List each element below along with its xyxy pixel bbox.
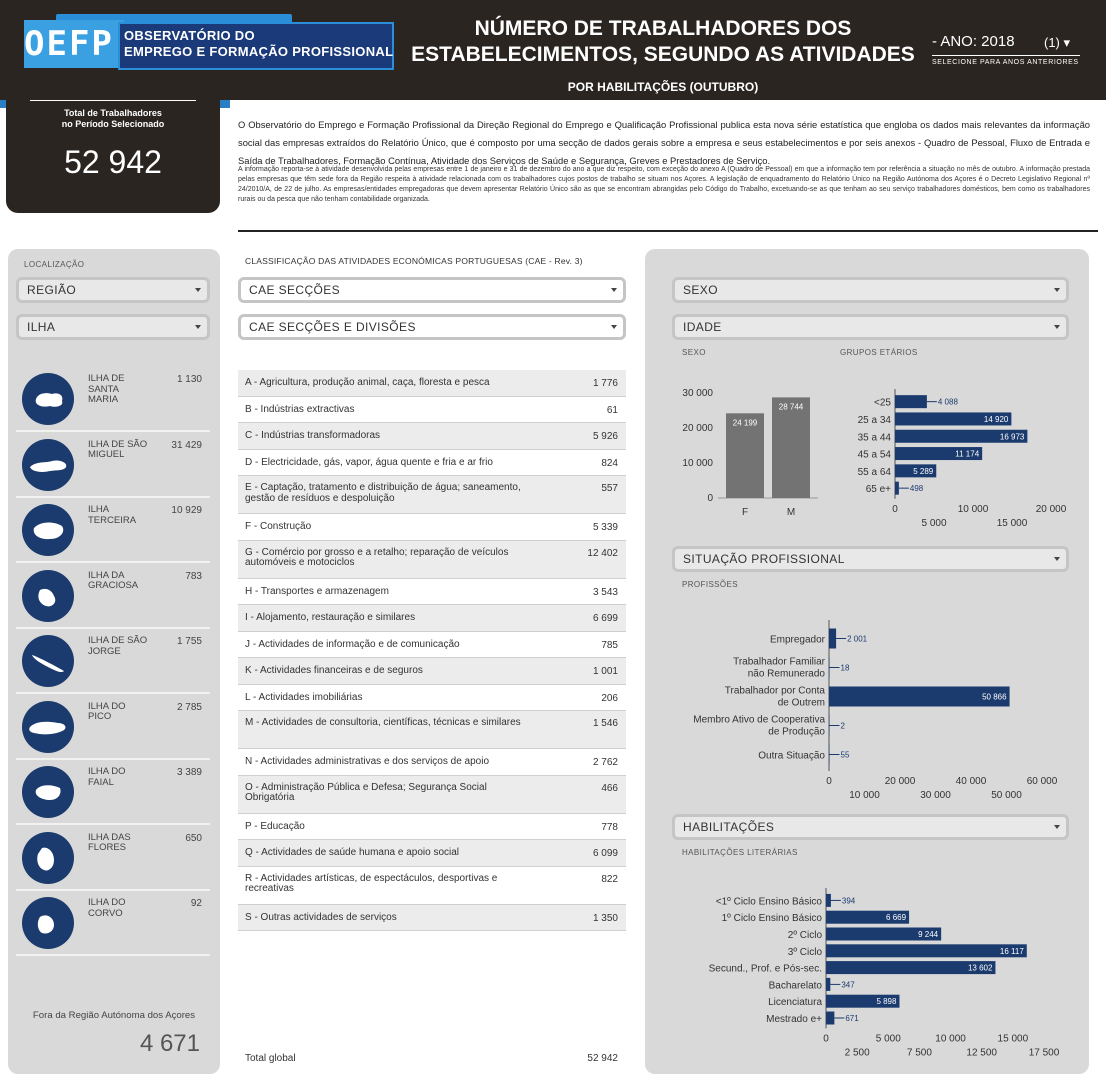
chevron-down-icon — [195, 325, 201, 329]
island-value: 1 755 — [176, 636, 202, 647]
island-value: 1 130 — [176, 374, 202, 385]
chevron-down-icon — [1054, 557, 1060, 561]
professions-bar-chart — [652, 620, 1072, 810]
cae-row-value: 1 350 — [592, 912, 618, 924]
cae-row-value: 61 — [606, 404, 618, 416]
intro-footnote: A informação reporta-se à atividade desenvolvida pelas empresas entre 1 de janeiro e 31 de dezembro do ano a que diz respeito, com exceção do anexo A (Quadro de Pessoal) em que a informação tem por referência a situação no mês de outubro. A informação prestada pelas empresas que têm sede fora da Região respeita à atividade relacionada com os trabalhadores cujos postos de trabalho se situam nos Açores. A legislação de enquadramento do Relatório Único na Região Autónoma dos Açores é o Decreto Legislativo Regional nº 24/2010/A, de 22 de julho. As empresas/entidades empregadoras que devem apresentar Relatório Único são as que se encontram abrangidas pelo Código do Trabalho, excetuando-se as que tenham ao seu serviço trabalhadores domésticos, bem como os trabalhadores rurais ou da pesca que não tenham contabilidade organizada. — [238, 166, 1090, 203]
year-selector-underline — [932, 55, 1080, 56]
cae-row-label: P - Educação — [245, 820, 305, 832]
page-title — [400, 16, 926, 68]
x-tick-label: 0 — [892, 503, 898, 515]
bar — [826, 944, 1027, 957]
island-value: 650 — [185, 832, 202, 844]
data-label: 24 199 — [732, 418, 758, 428]
island-shape — [38, 588, 55, 606]
data-label: 2 001 — [847, 634, 868, 644]
bar — [826, 1012, 834, 1025]
island-item[interactable] — [16, 630, 210, 694]
y-tick-label: 45 a 54 — [857, 449, 891, 461]
island-name: ILHA DO PICO — [88, 700, 126, 722]
cae-row-label: H - Transportes e armazenagem — [245, 585, 389, 597]
page-title-line1: NÚMERO DE TRABALHADORES DOS — [474, 17, 852, 40]
year-selector-dropdown[interactable]: (1) ▾ — [1044, 35, 1071, 50]
y-tick-label: Trabalhador por Conta — [724, 685, 825, 697]
cae-row-value: 778 — [601, 821, 618, 833]
y-tick-label: 3º Ciclo — [787, 946, 822, 958]
cae-row-value: 6 099 — [592, 848, 618, 859]
cae-row-value: 822 — [601, 873, 618, 885]
y-tick-label: 30 000 — [682, 388, 713, 399]
total-card-divider — [30, 100, 196, 101]
y-tick-label: Bacharelato — [768, 980, 822, 992]
situation-filter[interactable] — [672, 546, 1069, 572]
island-item[interactable] — [16, 892, 210, 956]
y-tick-label-cont: de Outrem — [777, 697, 825, 709]
qualifications-filter[interactable] — [672, 814, 1069, 840]
x-tick-label: M — [786, 507, 796, 518]
island-item[interactable] — [16, 827, 210, 891]
x-tick-label: 20 000 — [884, 776, 916, 787]
logo-text-line1: OBSERVATÓRIO DO — [124, 28, 255, 43]
logo-letters: OEFP — [24, 24, 114, 64]
cae-row-label: F - Construção — [245, 521, 312, 532]
island-shape — [30, 460, 66, 471]
y-tick-label: 10 000 — [682, 458, 713, 469]
data-label: 5 898 — [876, 997, 897, 1007]
graciosa-island-icon — [22, 570, 74, 622]
x-tick-label: 20 000 — [1035, 503, 1067, 515]
region-filter[interactable] — [16, 277, 210, 303]
cae-row[interactable] — [238, 685, 626, 712]
cae-row-label: D - Electricidade, gás, vapor, água quente e fria e ar frio — [245, 456, 493, 468]
intro-paragraph: O Observatório do Emprego e Formação Profissional da Direção Regional do Emprego e Qualificação Profissional publica esta nova série estatística que engloba os dados mais relevantes da informação social das empresas extraídos do Relatório Único, que é composto por uma secção de dados gerais sobre a empresa e seus estabelecimentos e por seis anexos - Quadro de Pessoal, Fluxo de Entrada e Saída de Trabalhadores, Formação Contínua, Atividade dos Serviços de Saúde e Segurança, Greves e Prestadores de Serviço. — [238, 119, 1090, 166]
island-value: 10 929 — [171, 505, 202, 516]
professions-chart-title: PROFISSÕES — [682, 580, 739, 589]
cae-row-value: 466 — [601, 782, 618, 794]
x-tick-label: 15 000 — [997, 1033, 1029, 1045]
cae-row[interactable] — [238, 370, 626, 397]
x-tick-label: 5 000 — [875, 1033, 901, 1045]
cae-total-value: 52 942 — [587, 1053, 618, 1064]
cae-row-value: 557 — [601, 483, 618, 494]
total-card-label-line1: Total de Trabalhadores — [64, 108, 162, 118]
cae-row-value: 2 762 — [592, 757, 618, 768]
qualifications-bar-chart — [652, 884, 1072, 1064]
y-tick-label: Secund., Prof. e Pós-sec. — [708, 963, 822, 975]
bar — [829, 745, 830, 765]
cae-row[interactable] — [238, 476, 626, 514]
cae-row[interactable] — [238, 814, 626, 841]
total-card-label — [30, 108, 196, 130]
faial-island-icon — [22, 766, 74, 818]
data-label: 498 — [909, 484, 924, 494]
cae-row-label: E - Captação, tratamento e distribuição de água; saneamento, gestão de resíduos e despoluição — [245, 482, 521, 504]
chevron-down-icon — [195, 288, 201, 292]
y-tick-label: 1º Ciclo Ensino Básico — [721, 913, 822, 925]
cae-row[interactable] — [238, 541, 626, 579]
island-name: ILHA DA GRACIOSA — [88, 569, 139, 591]
island-shape — [29, 721, 65, 734]
x-tick-label: 0 — [823, 1033, 829, 1045]
data-label: 9 244 — [918, 930, 939, 939]
cae-row-label: K - Actividades financeiras e de seguros — [245, 665, 423, 676]
x-tick-label: 10 000 — [935, 1033, 966, 1045]
x-tick-label: 5 000 — [921, 517, 947, 529]
page-subtitle: POR HABILITAÇÕES (OUTUBRO) — [567, 80, 759, 94]
cae-row-value: 785 — [601, 639, 618, 651]
qualifications-chart-title: HABILITAÇÕES LITERÁRIAS — [682, 848, 798, 857]
cae-row[interactable] — [238, 776, 626, 814]
cae-sections-filter-label: CAE SECÇÕES — [249, 283, 341, 297]
location-section-label: LOCALIZAÇÃO — [24, 260, 85, 269]
sex-filter[interactable] — [672, 277, 1069, 303]
cae-row[interactable] — [238, 423, 626, 450]
year-selector-label[interactable]: - ANO: 2018 — [932, 33, 1015, 50]
bar — [826, 894, 831, 907]
bar — [829, 629, 836, 649]
x-tick-label: 60 000 — [1026, 776, 1058, 787]
cae-row-label: L - Actividades imobiliárias — [245, 691, 363, 703]
cae-row[interactable] — [238, 905, 626, 932]
island-shape — [37, 847, 54, 870]
cae-row[interactable] — [238, 579, 626, 606]
data-label: 394 — [841, 896, 856, 906]
y-tick-label: 2º Ciclo — [787, 930, 822, 941]
data-label: 671 — [845, 1014, 859, 1023]
bar — [772, 397, 810, 498]
x-tick-label: 7 500 — [906, 1047, 932, 1059]
bar — [829, 658, 830, 678]
outside-region-value: 4 671 — [139, 1030, 200, 1057]
data-label: 18 — [840, 663, 850, 673]
island-name: ILHA DE SÃO JORGE — [88, 635, 148, 657]
sex-bar-chart — [670, 380, 830, 520]
total-card-value: 52 942 — [64, 144, 162, 180]
data-label: 6 669 — [886, 913, 907, 923]
cae-row-label: C - Indústrias transformadoras — [245, 430, 381, 441]
x-tick-label: 10 000 — [957, 503, 989, 515]
y-tick-label: 25 a 34 — [857, 414, 891, 426]
sex-chart-title: SEXO — [682, 348, 706, 357]
pico-island-icon — [22, 701, 74, 753]
chevron-down-icon — [611, 325, 617, 329]
island-item[interactable] — [16, 434, 210, 498]
y-tick-label: 35 a 44 — [857, 432, 891, 444]
sex-filter-label: SEXO — [683, 283, 718, 297]
cae-table — [238, 370, 626, 931]
bar — [895, 395, 927, 408]
cae-row[interactable] — [238, 867, 626, 905]
data-label: 14 920 — [983, 414, 1009, 424]
santa-maria-island-icon — [22, 373, 74, 425]
bar — [826, 978, 830, 991]
cae-row-label: Q - Actividades de saúde humana e apoio social — [245, 847, 460, 858]
cae-row-value: 1 776 — [592, 378, 618, 389]
y-tick-label: Licenciatura — [768, 997, 822, 1009]
section-divider — [238, 230, 1098, 232]
age-filter[interactable] — [672, 314, 1069, 340]
island-shape — [34, 522, 64, 539]
chevron-down-icon — [1054, 288, 1060, 292]
island-shape — [36, 785, 61, 800]
data-label: 55 — [840, 750, 850, 760]
data-label: 2 — [840, 721, 845, 731]
x-tick-label: 2 500 — [844, 1047, 870, 1059]
age-bar-chart — [836, 388, 1076, 532]
cae-row[interactable] — [238, 632, 626, 659]
cae-row[interactable] — [238, 514, 626, 541]
cae-row-value: 824 — [601, 457, 618, 469]
island-shape — [36, 393, 63, 407]
y-tick-label: Mestrado e+ — [766, 1014, 822, 1025]
year-selector-hint: SELECIONE PARA ANOS ANTERIORES — [932, 59, 1079, 66]
cae-row[interactable] — [238, 711, 626, 749]
cae-row-label: S - Outras actividades de serviços — [245, 911, 397, 923]
x-tick-label: F — [741, 507, 749, 518]
data-label: 4 088 — [937, 397, 958, 407]
chevron-down-icon — [1054, 325, 1060, 329]
island-name: ILHA DO CORVO — [88, 897, 126, 919]
sao-jorge-island-icon — [22, 635, 74, 687]
age-filter-label: IDADE — [683, 320, 722, 334]
y-tick-label: 20 000 — [682, 423, 713, 434]
qualifications-filter-label: HABILITAÇÕES — [683, 820, 775, 834]
cae-row[interactable] — [238, 749, 626, 776]
y-tick-label: 55 a 64 — [857, 466, 891, 478]
cae-row-value: 5 339 — [592, 522, 618, 533]
cae-row-value: 1 546 — [592, 718, 618, 729]
x-tick-label: 40 000 — [955, 776, 987, 787]
total-card-label-line2: no Período Selecionado — [61, 119, 165, 129]
cae-row-label: N - Actividades administrativas e dos serviços de apoio — [245, 756, 490, 767]
cae-row-label: O - Administração Pública e Defesa; Segurança Social Obrigatória — [245, 781, 487, 803]
x-tick-label: 30 000 — [920, 790, 951, 801]
cae-divisions-filter[interactable] — [238, 314, 626, 340]
island-shape — [32, 655, 64, 672]
x-tick-label: 50 000 — [991, 790, 1022, 801]
y-tick-label: Trabalhador Familiar — [733, 656, 825, 668]
island-filter-label: ILHA — [27, 320, 56, 334]
terceira-island-icon — [22, 504, 74, 556]
cae-row-value: 206 — [601, 692, 618, 704]
data-label: 347 — [841, 980, 855, 990]
y-tick-label-cont: de Produção — [768, 726, 825, 738]
y-tick-label: Membro Ativo de Cooperativa — [693, 714, 825, 726]
island-value: 31 429 — [171, 439, 202, 451]
x-tick-label: 17 500 — [1028, 1047, 1060, 1059]
cae-row-label: A - Agricultura, produção animal, caça, floresta e pesca — [245, 377, 490, 388]
x-tick-label: 0 — [826, 776, 832, 787]
logo-text — [124, 28, 393, 60]
island-item[interactable] — [16, 565, 210, 629]
cae-row-label: R - Actividades artísticas, de espectáculos, desportivas e recreativas — [245, 872, 498, 894]
outside-region-label: Fora da Região Autónoma dos Açores — [32, 1010, 196, 1021]
cae-divisions-filter-label: CAE SECÇÕES E DIVISÕES — [249, 320, 416, 334]
cae-row-label: I - Alojamento, restauração e similares — [245, 612, 416, 623]
cae-row-value: 1 001 — [592, 666, 618, 677]
cae-row-value: 3 543 — [592, 586, 618, 598]
island-name: ILHA TERCEIRA — [88, 504, 137, 526]
data-label: 13 602 — [967, 963, 993, 973]
island-value: 3 389 — [176, 767, 202, 778]
data-label: 5 289 — [913, 466, 934, 476]
flores-island-icon — [22, 832, 74, 884]
cae-row-value: 6 699 — [592, 613, 618, 624]
y-tick-label: Outra Situação — [758, 750, 825, 762]
data-label: 16 973 — [999, 432, 1025, 442]
age-chart-title: GRUPOS ETÁRIOS — [840, 348, 918, 357]
y-tick-label: Empregador — [769, 634, 825, 646]
data-label: 11 174 — [955, 449, 980, 459]
island-name: ILHA DAS FLORES — [88, 831, 131, 853]
cae-row[interactable] — [238, 450, 626, 477]
cae-row[interactable] — [238, 840, 626, 867]
situation-filter-label: SITUAÇÃO PROFISSIONAL — [683, 552, 845, 566]
data-label: 16 117 — [999, 946, 1024, 956]
cae-row-value: 5 926 — [592, 431, 618, 442]
island-item[interactable] — [16, 761, 210, 825]
island-name: ILHA DE SANTA MARIA — [88, 373, 125, 405]
y-tick-label: <25 — [874, 397, 891, 409]
island-value: 92 — [190, 898, 202, 909]
cae-row-value: 12 402 — [587, 547, 618, 559]
x-tick-label: 12 500 — [966, 1047, 998, 1059]
x-tick-label: 10 000 — [849, 790, 880, 801]
bar — [829, 716, 830, 736]
chevron-down-icon — [611, 288, 617, 292]
cae-sections-filter[interactable] — [238, 277, 626, 303]
x-tick-label: 15 000 — [996, 517, 1028, 529]
cae-row[interactable] — [238, 658, 626, 685]
data-label: 28 744 — [778, 402, 804, 412]
y-tick-label: 65 e+ — [865, 484, 891, 496]
y-tick-label: 0 — [707, 493, 713, 504]
island-name: ILHA DE SÃO MIGUEL — [88, 438, 148, 460]
y-tick-label-cont: não Remunerado — [747, 668, 825, 680]
cae-row-label: J - Actividades de informação e de comunicação — [245, 638, 460, 650]
page-title-line2: ESTABELECIMENTOS, SEGUNDO AS ATIVIDADES — [411, 43, 915, 66]
island-value: 2 785 — [176, 701, 202, 713]
island-item[interactable] — [16, 696, 210, 760]
island-name: ILHA DO FAIAL — [88, 766, 126, 788]
cae-row-label: M - Actividades de consultoria, científicas, técnicas e similares — [245, 717, 521, 728]
island-value: 783 — [185, 570, 202, 582]
chevron-down-icon — [1054, 825, 1060, 829]
bar — [895, 482, 899, 495]
cae-row-label: G - Comércio por grosso e a retalho; reparação de veículos automóveis e motociclos — [245, 546, 509, 568]
logo-text-line2: EMPREGO E FORMAÇÃO PROFISSIONAL — [124, 44, 394, 59]
region-filter-label: REGIÃO — [27, 283, 77, 297]
island-filter[interactable] — [16, 314, 210, 340]
cae-row[interactable] — [238, 397, 626, 424]
cae-total-label: Total global — [245, 1053, 296, 1064]
cae-row[interactable] — [238, 605, 626, 632]
data-label: 50 866 — [982, 692, 1007, 702]
cae-row-label: B - Indústrias extractivas — [245, 403, 355, 415]
sao-miguel-island-icon — [22, 439, 74, 491]
cae-title: CLASSIFICAÇÃO DAS ATIVIDADES ECONÓMICAS PORTUGUESAS (CAE - Rev. 3) — [245, 256, 583, 266]
corvo-island-icon — [22, 897, 74, 949]
island-item[interactable] — [16, 368, 210, 432]
island-shape — [38, 915, 54, 933]
island-item[interactable] — [16, 499, 210, 563]
y-tick-label: <1º Ciclo Ensino Básico — [715, 896, 822, 908]
